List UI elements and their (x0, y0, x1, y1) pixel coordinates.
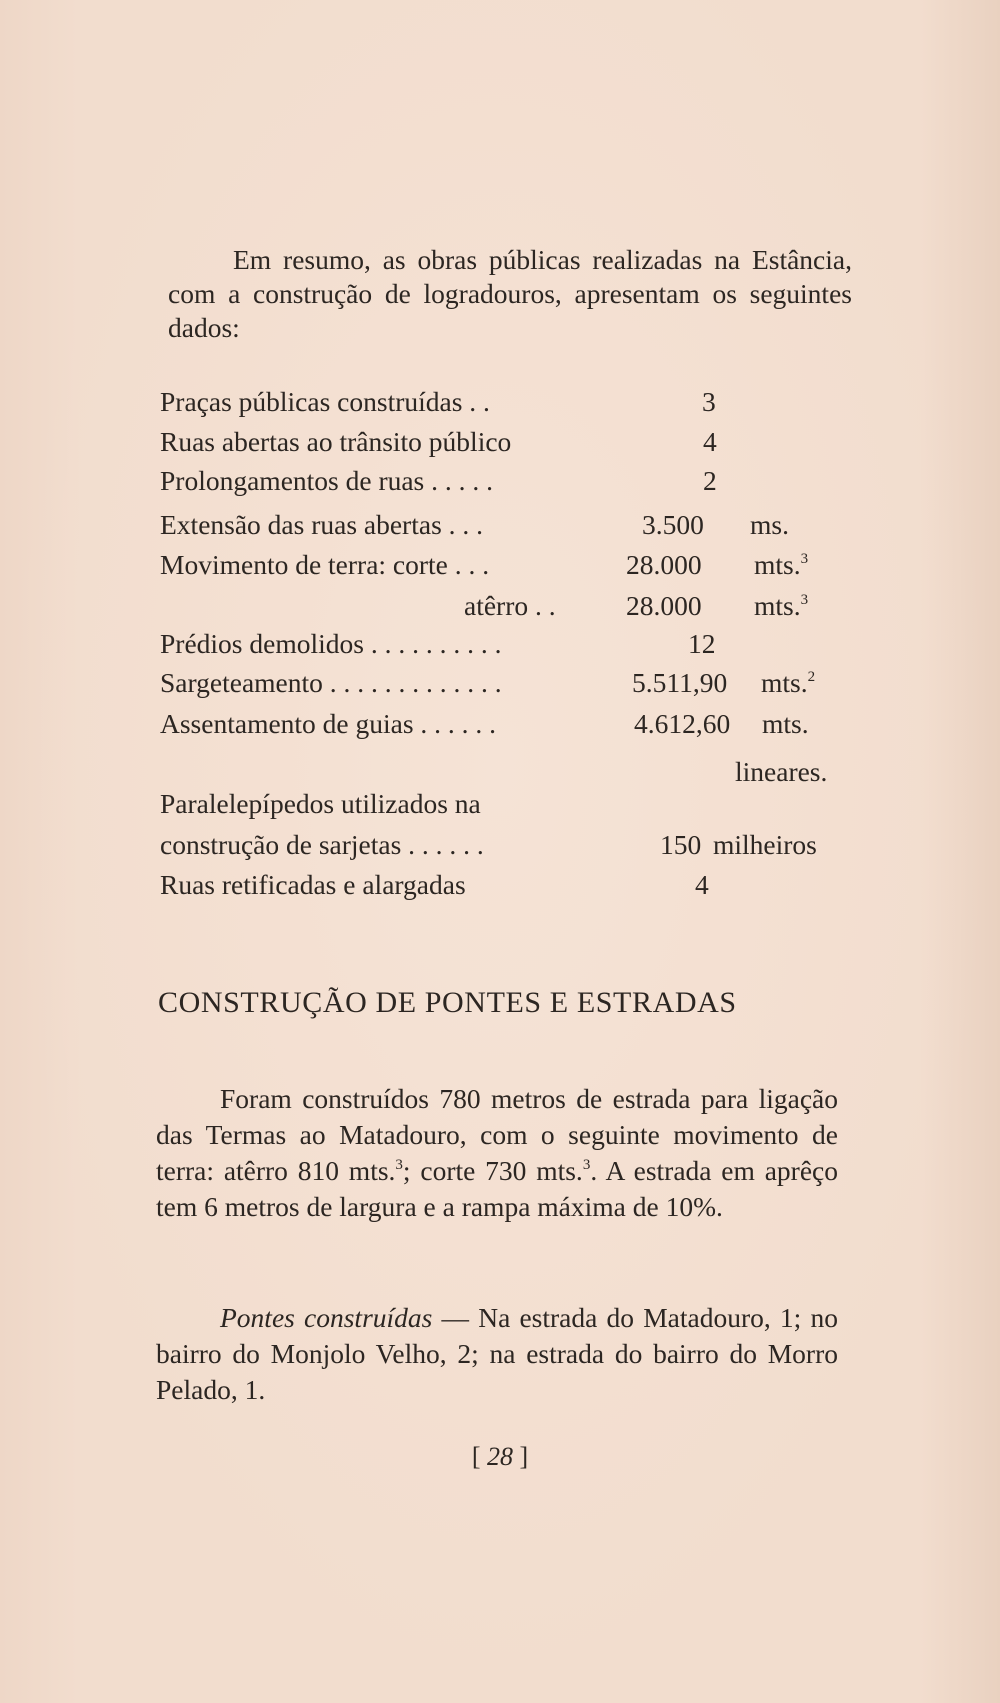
row-unit: mts.$^2$ (761, 667, 816, 698)
row-label: Ruas retificadas e alargadas (160, 869, 466, 900)
row-label: Paralelepípedos utilizados na (160, 788, 481, 819)
row-unit: mts. (762, 708, 809, 739)
section-heading: CONSTRUÇÃO DE PONTES E ESTRADAS (158, 986, 737, 1019)
row-label: Movimento de terra: corte . . . (160, 549, 490, 580)
row-unit: mts.$^3$ (754, 549, 809, 580)
page-number: [ 28 ] (471, 1442, 529, 1471)
superscript-cubic: 3 (582, 1157, 591, 1173)
table-row (160, 664, 860, 702)
page-number-value: 28 (487, 1442, 513, 1471)
row-value: 4 (695, 869, 709, 900)
table-row (160, 785, 860, 823)
intro-paragraph (168, 243, 852, 345)
paragraph-estrada (156, 1081, 838, 1225)
paragraph-italic-lead: Pontes construídas (220, 1302, 433, 1333)
row-label: Prolongamentos de ruas . . . . . (160, 465, 494, 496)
table-row (160, 826, 860, 864)
row-unit: mts.$^3$ (754, 590, 809, 621)
row-label: construção de sarjetas . . . . . . (160, 829, 484, 860)
superscript-cubic: 3 (800, 551, 809, 567)
paragraph-text: ; corte 730 mts. (402, 1155, 583, 1186)
table-row (160, 625, 860, 663)
row-unit: ms. (750, 509, 789, 540)
table-row (160, 866, 860, 904)
row-value: 3 (702, 386, 716, 417)
row-label: Extensão das ruas abertas . . . (160, 509, 484, 540)
row-value: 2 (703, 465, 717, 496)
row-value: 4.612,60 (634, 708, 731, 739)
row-label: Praças públicas construídas . . (160, 386, 490, 417)
row-label: Sargeteamento . . . . . . . . . . . . . (160, 667, 502, 698)
paragraph-text: Foram construídos 780 metros de estrada para ligação das Termas ao Matadouro, com o seguinte movimento de terra: atêrro 810 mts. (156, 1083, 838, 1186)
paragraph-text: — Na estrada do Matadouro, 1; no bairro do Monjolo Velho, 2; na estrada do bairro do Morro Pelado, 1. (156, 1302, 838, 1405)
table-row (160, 587, 860, 625)
row-value: 28.000 (626, 549, 702, 580)
superscript-cubic: 3 (395, 1157, 403, 1173)
paragraph-pontes (156, 1300, 838, 1408)
row-unit: milheiros (713, 829, 817, 860)
table-row (160, 462, 860, 500)
superscript-cubic: 3 (800, 592, 809, 608)
table-row (160, 705, 860, 743)
row-value: 5.511,90 (632, 667, 728, 698)
superscript-square: 2 (807, 669, 816, 685)
row-label: atêrro . . (464, 590, 556, 621)
paragraph-text: . A estrada em aprêço tem 6 metros de largura e a rampa máxima de 10%. (156, 1155, 838, 1222)
row-value: 3.500 (642, 509, 704, 540)
row-value: 150 (660, 829, 702, 860)
table-row (160, 546, 860, 584)
table-row (160, 383, 860, 421)
row-value: 12 (688, 628, 716, 659)
row-unit: lineares. (735, 756, 828, 787)
intro-text: Em resumo, as obras públicas realizadas na Estância, com a construção de logradouros, apresentam os seguintes dados: (168, 244, 852, 343)
row-label: Prédios demolidos . . . . . . . . . . (160, 628, 502, 659)
row-label: Assentamento de guias . . . . . . (160, 708, 497, 739)
row-value: 28.000 (626, 590, 702, 621)
row-value: 4 (703, 426, 717, 457)
table-row (160, 423, 860, 461)
table-row (160, 506, 860, 544)
row-label: Ruas abertas ao trânsito público (160, 426, 512, 457)
